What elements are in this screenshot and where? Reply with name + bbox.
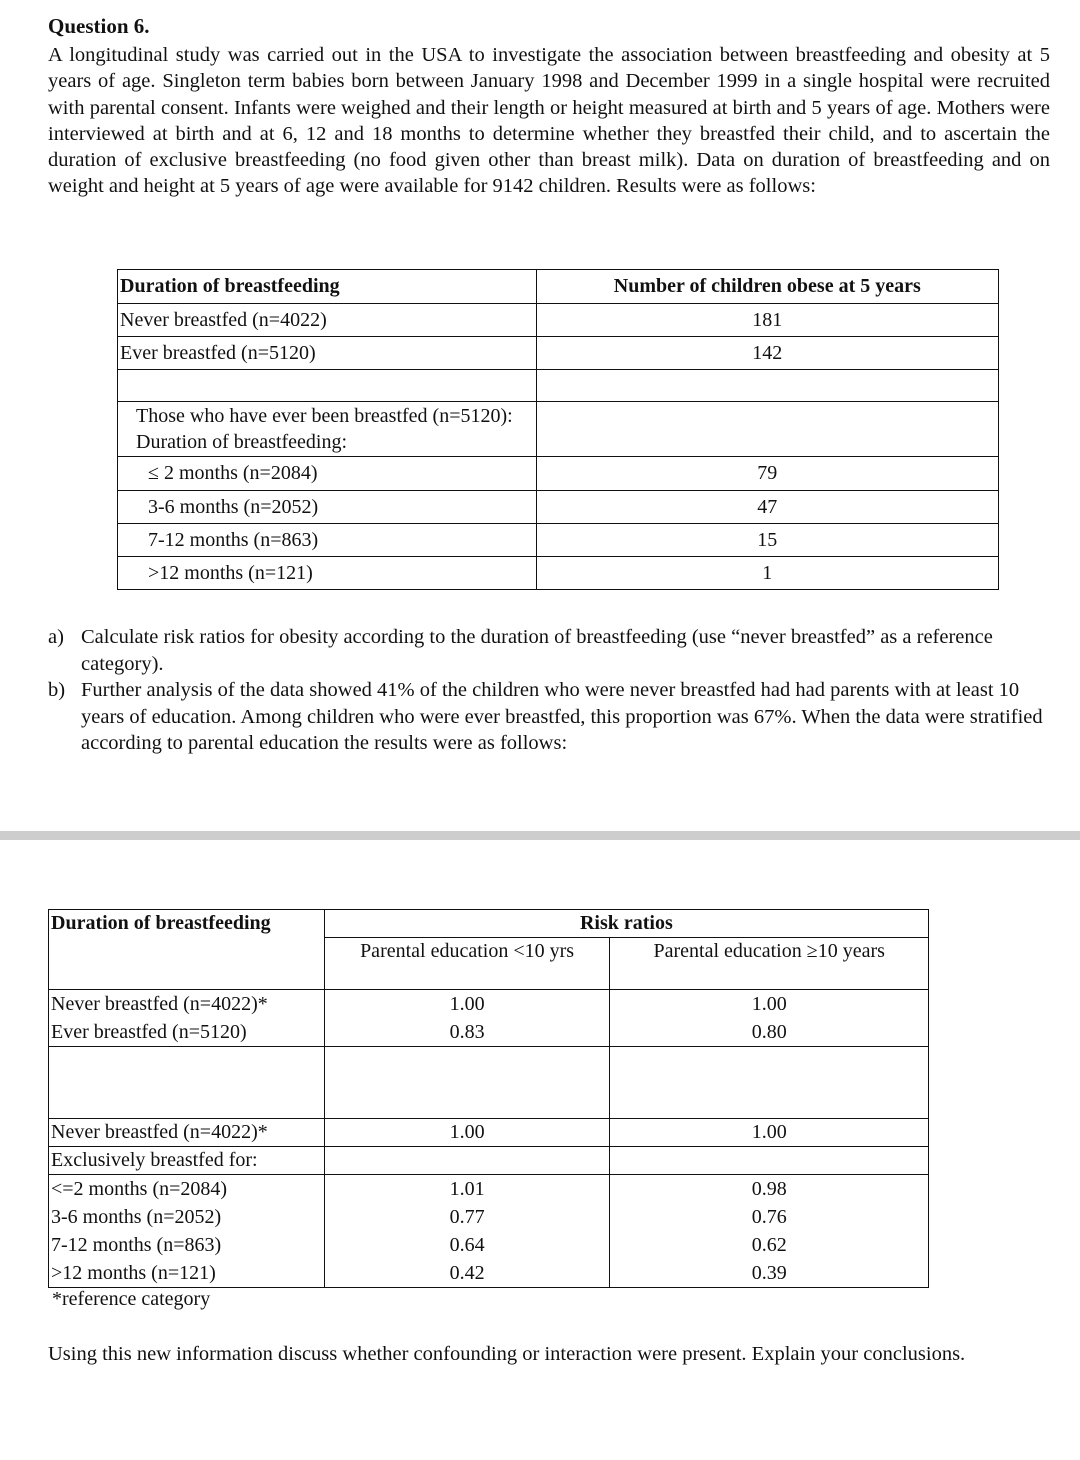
header-edu-low: Parental education <10 yrs	[324, 938, 610, 990]
row-value: 1.00	[324, 1119, 610, 1147]
page-divider	[0, 831, 1080, 840]
row-label: Never breastfed (n=4022)*	[49, 1119, 325, 1147]
header-risk-ratios: Risk ratios	[324, 910, 928, 938]
row-value: 181	[536, 304, 998, 337]
block2-edu-low	[324, 1175, 610, 1288]
block1-edu-high	[610, 990, 929, 1047]
part-a-text: Calculate risk ratios for obesity according to the duration of breastfeeding (use “never breastfed” as a reference category).	[81, 626, 993, 675]
risk-ratio-table	[48, 909, 929, 1288]
table-row	[118, 304, 999, 337]
footnote: *reference category	[52, 1288, 211, 1310]
row-value: 1.00	[751, 993, 787, 1015]
row-label: Never breastfed (n=4022)*	[51, 993, 268, 1015]
row-label: Never breastfed (n=4022)	[118, 304, 537, 337]
row-value: 1	[536, 557, 998, 590]
part-b-text: Further analysis of the data showed 41% of the children who were never breastfed had had parents with at least 10 years of education. Among children who were ever breastfed, this proportion was 67%. When the data were stratified according to parental education the results were as follows:	[81, 679, 1043, 754]
row-label: 7-12 months (n=863)	[51, 1234, 222, 1256]
row-value: 1.00	[449, 993, 485, 1015]
block1-row	[49, 990, 929, 1047]
table-row	[49, 1147, 929, 1175]
row-value: 0.77	[449, 1206, 485, 1228]
row-label: <=2 months (n=2084)	[51, 1178, 228, 1200]
subheading-row	[118, 402, 999, 457]
block2-edu-high	[610, 1175, 929, 1288]
row-label: >12 months (n=121)	[118, 557, 537, 590]
table-subheader-row	[49, 938, 929, 990]
block2-heading: Exclusively breastfed for:	[49, 1147, 325, 1175]
row-label: >12 months (n=121)	[51, 1262, 216, 1284]
table-row	[118, 491, 999, 524]
table-row	[118, 524, 999, 557]
empty-row	[49, 1047, 929, 1119]
row-label: 3-6 months (n=2052)	[118, 491, 537, 524]
row-value: 15	[536, 524, 998, 557]
question-intro: A longitudinal study was carried out in the USA to investigate the association between breastfeeding and obesity at 5 years of age. Singleton term babies born between January 1998 and December 1999 in a single hospital were recruited with parental consent. Infants were weighed and their length or height measured at birth and 5 years of age. Mothers were interviewed at birth and at 6, 12 and 18 months to determine whether they breastfed their child, and to ascertain the duration of exclusive breastfeeding (no food given other than breast milk). Data on duration of breastfeeding and on weight and height at 5 years of age were available for 9142 children. Results were as follows:	[48, 44, 1050, 198]
part-a-label: a)	[48, 626, 64, 648]
row-value: 47	[536, 491, 998, 524]
part-b	[48, 677, 1050, 757]
table-header-row	[49, 910, 929, 938]
row-value: 0.64	[449, 1234, 485, 1256]
table-header-row	[118, 270, 999, 304]
row-value: 79	[536, 457, 998, 491]
block2-labels	[49, 1175, 325, 1288]
row-value: 1.00	[610, 1119, 929, 1147]
obesity-counts-table	[117, 269, 999, 590]
table-row	[118, 337, 999, 370]
part-a	[48, 624, 1050, 677]
header-obese-count: Number of children obese at 5 years	[536, 270, 998, 304]
table-row	[118, 557, 999, 590]
row-value: 0.80	[751, 1021, 787, 1043]
header-duration: Duration of breastfeeding	[49, 910, 325, 938]
question-parts	[48, 624, 1050, 757]
block1-edu-low	[324, 990, 610, 1047]
row-value: 1.01	[449, 1178, 485, 1200]
table-row	[49, 1119, 929, 1147]
row-label: 7-12 months (n=863)	[118, 524, 537, 557]
block2-row	[49, 1175, 929, 1288]
empty-row	[118, 370, 999, 402]
block1-labels	[49, 990, 325, 1047]
closing-question: Using this new information discuss whether confounding or interaction were present. Explain your conclusions.	[48, 1343, 966, 1365]
row-label: Ever breastfed (n=5120)	[51, 1021, 247, 1043]
row-value: 0.83	[449, 1021, 485, 1043]
row-label: Ever breastfed (n=5120)	[118, 337, 537, 370]
row-value: 0.98	[751, 1178, 787, 1200]
subheading: Those who have ever been breastfed (n=5120): Duration of breastfeeding:	[118, 402, 537, 457]
row-value: 0.42	[449, 1262, 485, 1284]
row-value: 0.39	[751, 1262, 787, 1284]
header-edu-high: Parental education ≥10 years	[610, 938, 929, 990]
row-value: 0.76	[751, 1206, 787, 1228]
part-b-label: b)	[48, 679, 66, 701]
row-label: ≤ 2 months (n=2084)	[118, 457, 537, 491]
table-row	[118, 457, 999, 491]
row-label: 3-6 months (n=2052)	[51, 1206, 222, 1228]
row-value: 142	[536, 337, 998, 370]
row-value: 0.62	[751, 1234, 787, 1256]
question-title: Question 6.	[48, 14, 150, 38]
header-duration: Duration of breastfeeding	[118, 270, 537, 304]
